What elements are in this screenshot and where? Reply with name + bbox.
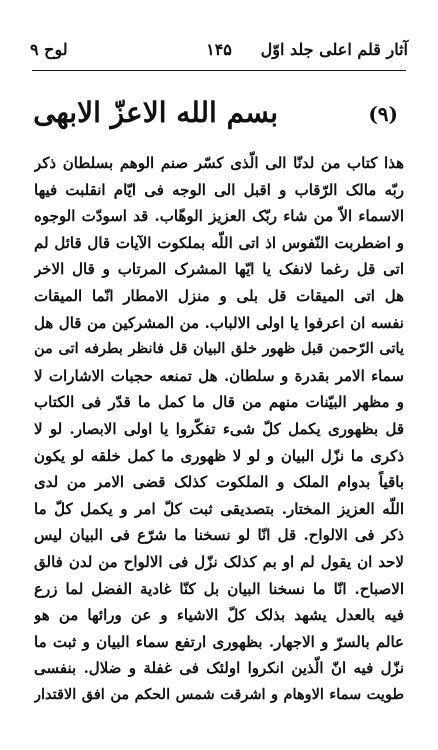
body-line: ذکر فی الالواح. قل انّا لو نسخنا ما شرّع فی البیان لیس (34, 526, 404, 545)
body-line: یاتی الرّحمن قبل ظهور خلق البیان قل فانظر بطرفه اتی من (34, 340, 404, 358)
tablet-body-text (34, 150, 404, 708)
body-line: هذا کتاب من لدنّا الی الّذی کسّر صنم الوهم بسلطان ذکر (34, 154, 404, 172)
tablet-heading (33, 96, 398, 140)
body-line: نزّل فیه انّ الّذین انکروا اولئک فی غفلة و ضلال. بنفسی (34, 659, 404, 678)
body-line: عالم بالسرّ و الاجهار. بظهوری ارتفع سماء البیان و ثبت ما (34, 632, 404, 651)
running-header (30, 40, 408, 66)
body-line: قل بظهوری یکمل کلّ شیء تفکّروا یا اولی الابصار. لو لا (34, 419, 404, 438)
body-line: باقیاً بدوام الملک و الملکوت کذلک قضی الامر من لدی (34, 473, 404, 492)
body-line: ذکری ما نزّل البیان و لو لا ظهوری ما کمل خلقه لو یکون (34, 446, 404, 465)
body-line: ربّه مالک الرّقاب و اقبل الی الوجه فی ایّام انقلبت فیها (34, 180, 404, 199)
book-title: آثار قلم اعلی جلد اوّل (260, 40, 408, 59)
body-line: لاحد ان یقول لم او بم کذلک نزّل فی الالواح من لدن فالق (34, 552, 404, 571)
header-divider (32, 70, 406, 71)
body-line: اللّه العزیز المختار. بتصدیقی ثبت کلّ امر و یکمل کلّ ما (34, 499, 404, 518)
tablet-number: (۹) (368, 102, 398, 126)
tablet-label: لوح ۹ (30, 40, 68, 59)
page-number: ۱۴۵ (206, 40, 232, 59)
body-line: اتی قل رغما لانفک یا ایّها المشرک المرتاب و قال الاخر (34, 260, 404, 279)
invocation-heading: بسم الله الاعزّ الابهی (33, 96, 278, 129)
body-line: الاسماء الاّ من شاء ربّک العزیز الوهّاب. قد اسودّت الوجوه (34, 207, 404, 226)
body-line: و اضطربت النّفوس اذ اتی اللّه بملکوت الآیات قال قائل لم (34, 233, 404, 252)
body-line: هل اتی المیقات قل بلی و منزل الامطار انّما المیقات (34, 286, 404, 305)
body-line: سماء الامر بقدرة و سلطان. هل تمنعه حجبات الاشارات لا (34, 366, 404, 385)
body-line: نفسه ان اعرفوا یا اولی الالباب. من المشرکین من قال هل (34, 313, 404, 332)
body-line: الاصباح. انّا ما نسخنا البیان بل کنّا غادیة الفضل لما زرع (34, 579, 404, 598)
body-line: طویت سماء الاوهام و اشرقت شمس الحکم من افق الاقتدار (34, 685, 404, 703)
body-line: و مظهر البیّنات منهم من قال ما کمل ما قدّر فی الکتاب (34, 393, 404, 412)
body-line: فیه بالعدل یشهد بذلک کلّ الاشیاء و عن ورائها من هو (34, 606, 404, 625)
